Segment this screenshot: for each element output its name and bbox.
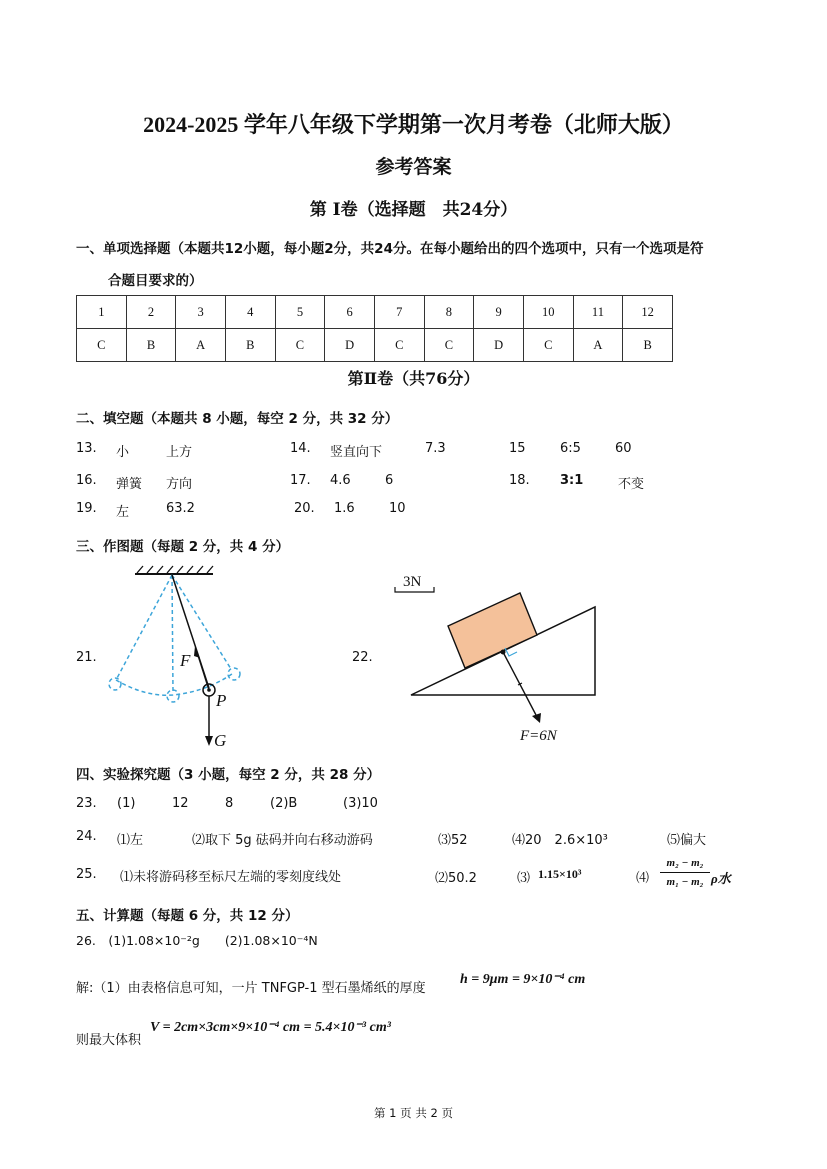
q-number: 14. — [290, 441, 311, 456]
table-cell: 6 — [325, 296, 375, 329]
table-cell: B — [225, 329, 275, 362]
force-label: F=6N — [520, 728, 557, 744]
answer: ⑷ — [636, 871, 650, 886]
table-cell: 7 — [374, 296, 424, 329]
fraction-bar — [660, 872, 710, 873]
answer-table-number-row — [77, 296, 673, 329]
answer: ⑸偏大 — [667, 833, 707, 848]
table-cell: 5 — [275, 296, 325, 329]
answer: 不变 — [618, 477, 645, 492]
ball-center — [207, 688, 211, 692]
fraction-denominator: m₁ − m₂ — [666, 876, 704, 888]
section5-heading: 五、计算题（每题 6 分，共 12 分） — [76, 908, 299, 924]
answer: ⑵50.2 — [435, 871, 477, 886]
swing-path — [109, 575, 240, 702]
answer: 12 — [172, 796, 189, 811]
answer: (2)B — [270, 796, 298, 811]
answer: 6:5 — [560, 441, 581, 456]
section3-heading: 三、作图题（每题 2 分，共 4 分） — [76, 539, 290, 555]
thickness-formula: h = 9μm = 9×10⁻⁴ cm — [460, 972, 586, 987]
q-number: 24. — [76, 829, 97, 844]
table-cell: A — [176, 329, 226, 362]
section2-heading: 二、填空题（本题共 8 小题，每空 2 分，共 32 分） — [76, 411, 399, 427]
table-cell: 1 — [77, 296, 127, 329]
answer: 弹簧 — [116, 477, 143, 492]
page-subtitle: 参考答案 — [375, 156, 452, 178]
answer: ⑶52 — [438, 833, 468, 848]
pendulum-figure — [100, 562, 250, 752]
table-cell: 4 — [225, 296, 275, 329]
table-cell: C — [275, 329, 325, 362]
table-cell: 11 — [573, 296, 623, 329]
table-cell: C — [523, 329, 573, 362]
answer: 1.15×10³ — [538, 867, 582, 881]
table-cell: D — [474, 329, 524, 362]
answer: 1.6 — [334, 501, 355, 516]
solution-line-2: 则最大体积 — [76, 1033, 142, 1048]
q-number: 22. — [352, 650, 373, 665]
page-title: 2024-2025 学年八年级下学期第一次月考卷（北师大版） — [143, 112, 684, 137]
force-arrow — [503, 652, 536, 715]
solution-line-1: 解:（1）由表格信息可知，一片 TNFGP-1 型石墨烯纸的厚度 — [76, 981, 426, 996]
q26-answers: 26. (1)1.08×10⁻²g (2)1.08×10⁻⁴N — [76, 933, 318, 948]
answer-table-answer-row — [77, 329, 673, 362]
answer: ⑷20 2.6×10³ — [512, 833, 608, 848]
q-number: 19. — [76, 501, 97, 516]
answer-table — [76, 295, 673, 362]
label-F: F — [180, 651, 191, 670]
ceiling-hatch — [137, 566, 213, 573]
q-number: 18. — [509, 473, 530, 488]
force-arrowhead — [532, 713, 541, 723]
volume-formula: V = 2cm×3cm×9×10⁻⁴ cm = 5.4×10⁻³ cm³ — [150, 1020, 391, 1035]
answer: ⑴左 — [117, 833, 144, 848]
answer: 小 — [116, 445, 130, 460]
answer: ⑵取下 5g 砝码并向右移动游码 — [192, 833, 373, 848]
answer: (3)10 — [343, 796, 378, 811]
q-number: 13. — [76, 441, 97, 456]
part2-heading: 第Ⅱ卷（共76分） — [347, 369, 480, 388]
table-cell: B — [126, 329, 176, 362]
q-number: 17. — [290, 473, 311, 488]
section1-heading-cont: 合题目要求的） — [108, 273, 203, 289]
answer: 60 — [615, 441, 632, 456]
table-cell: C — [77, 329, 127, 362]
table-cell: C — [374, 329, 424, 362]
section1-heading: 一、单项选择题（本题共12小题，每小题2分，共24分。在每小题给出的四个选项中，只有一个选项是符 — [76, 241, 704, 257]
table-cell: 9 — [474, 296, 524, 329]
q-number: 25. — [76, 867, 97, 882]
answer: 左 — [116, 505, 130, 520]
answer: 6 — [385, 473, 394, 488]
label-G: G — [214, 731, 227, 750]
answer: 7.3 — [425, 441, 446, 456]
table-cell: D — [325, 329, 375, 362]
fraction-numerator: m₂ − m₂ — [666, 857, 704, 869]
answer: 上方 — [166, 445, 193, 460]
label-P: P — [216, 691, 227, 710]
table-cell: 2 — [126, 296, 176, 329]
density-fraction — [660, 856, 710, 889]
answer: 63.2 — [166, 501, 195, 516]
answer: 方向 — [166, 477, 193, 492]
incline-figure — [392, 568, 607, 748]
answer: 10 — [389, 501, 406, 516]
scale-label: 3N — [403, 574, 422, 590]
table-cell: 8 — [424, 296, 474, 329]
section4-heading: 四、实验探究题（3 小题，每空 2 分，共 28 分） — [76, 767, 381, 783]
density-symbol: ρ水 — [711, 871, 731, 886]
page-footer: 第 1 页 共 2 页 — [374, 1106, 453, 1120]
part1-heading: 第 Ⅰ卷（选择题 共24分） — [309, 200, 518, 220]
answer: 4.6 — [330, 473, 351, 488]
answer: ⑶ — [517, 871, 531, 886]
q-number: 16. — [76, 473, 97, 488]
table-cell: 3 — [176, 296, 226, 329]
table-cell: A — [573, 329, 623, 362]
q-number: 23. — [76, 796, 97, 811]
table-cell: 10 — [523, 296, 573, 329]
q-number: 20. — [294, 501, 315, 516]
answer: ⑴未将游码移至标尺左端的零刻度线处 — [120, 870, 342, 885]
table-cell: C — [424, 329, 474, 362]
answer: 3:1 — [560, 473, 584, 488]
q-number: 15 — [509, 441, 526, 456]
answer: (1) — [117, 796, 136, 811]
q-number: 21. — [76, 650, 97, 665]
table-cell: 12 — [623, 296, 673, 329]
tension-arrowhead — [194, 646, 200, 658]
table-cell: B — [623, 329, 673, 362]
gravity-arrowhead — [205, 736, 213, 746]
answer: 8 — [225, 796, 234, 811]
answer: 竖直向下 — [330, 445, 383, 460]
